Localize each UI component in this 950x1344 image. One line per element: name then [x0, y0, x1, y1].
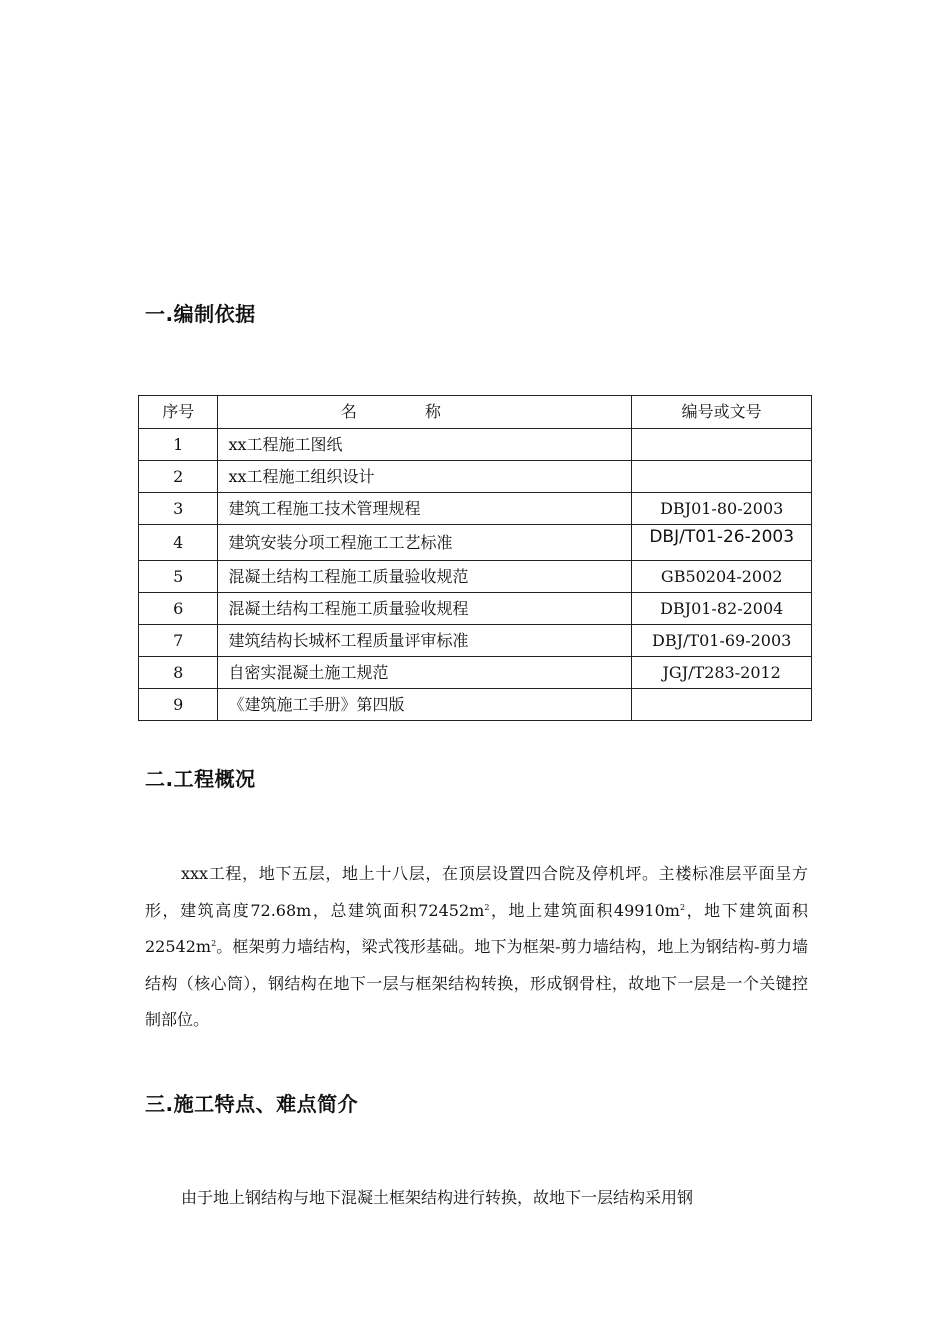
table-row [139, 561, 812, 593]
row-no: 4 [139, 525, 218, 561]
features-paragraph: 由于地上钢结构与地下混凝土框架结构进行转换，故地下一层结构采用钢 [181, 1188, 694, 1207]
table-row [139, 657, 812, 689]
row-no: 7 [139, 625, 218, 657]
section-title-basis: 一.编制依据 [145, 302, 256, 326]
table-row [139, 429, 812, 461]
row-name: xx工程施工图纸 [218, 429, 632, 461]
table-row [139, 493, 812, 525]
reference-table [138, 395, 812, 721]
row-code [632, 689, 812, 721]
table-row [139, 625, 812, 657]
overview-text-1: xxx工程，地下五层，地上十八层，在顶层设置四合院及停机坪。主楼标准层平面呈方形，建筑高度72.68m，总建筑面积72452m [145, 864, 808, 920]
row-name: 建筑工程施工技术管理规程 [218, 493, 632, 525]
row-code: DBJ01-80-2003 [632, 493, 812, 525]
row-no: 8 [139, 657, 218, 689]
row-no: 3 [139, 493, 218, 525]
row-code: DBJ/T01-69-2003 [632, 625, 812, 657]
overview-paragraph [145, 856, 808, 1039]
header-no: 序号 [139, 396, 218, 429]
row-name: 混凝土结构工程施工质量验收规程 [218, 593, 632, 625]
header-name: 名称 [218, 396, 632, 429]
overview-text-4: 。框架剪力墙结构，梁式筏形基础。地下为框架-剪力墙结构，地上为钢结构-剪力墙结构（核心筒），钢结构在地下一层与框架结构转换，形成钢骨柱，故地下一层是一个关键控制部位。 [145, 937, 808, 1029]
overview-text-3: ，地下建筑面积22542m [145, 900, 808, 956]
row-code: GB50204-2002 [632, 561, 812, 593]
table-row [139, 525, 812, 561]
table-row [139, 593, 812, 625]
header-code: 编号或文号 [632, 396, 812, 429]
row-no: 2 [139, 461, 218, 493]
row-name: 建筑安装分项工程施工工艺标准 [218, 525, 632, 561]
table-row [139, 461, 812, 493]
row-no: 9 [139, 689, 218, 721]
row-no: 5 [139, 561, 218, 593]
row-code: DBJ01-82-2004 [632, 593, 812, 625]
row-no: 6 [139, 593, 218, 625]
table-header-row [139, 396, 812, 429]
superscript: 2 [211, 939, 217, 948]
row-code: JGJ/T283-2012 [632, 657, 812, 689]
row-code [632, 429, 812, 461]
section-title-overview: 二.工程概况 [145, 767, 256, 791]
row-code [632, 461, 812, 493]
overview-text-2: ，地上建筑面积49910m [489, 900, 680, 920]
superscript: 2 [679, 902, 686, 912]
section-title-features: 三.施工特点、难点简介 [145, 1092, 359, 1116]
superscript: 2 [484, 902, 490, 912]
row-name: 建筑结构长城杯工程质量评审标准 [218, 625, 632, 657]
table-row [139, 689, 812, 721]
row-name: 《建筑施工手册》第四版 [218, 689, 632, 721]
row-name: 自密实混凝土施工规范 [218, 657, 632, 689]
row-no: 1 [139, 429, 218, 461]
row-name: 混凝土结构工程施工质量验收规范 [218, 561, 632, 593]
row-code: DBJ/T01-26-2003 [632, 525, 812, 561]
row-name: xx工程施工组织设计 [218, 461, 632, 493]
